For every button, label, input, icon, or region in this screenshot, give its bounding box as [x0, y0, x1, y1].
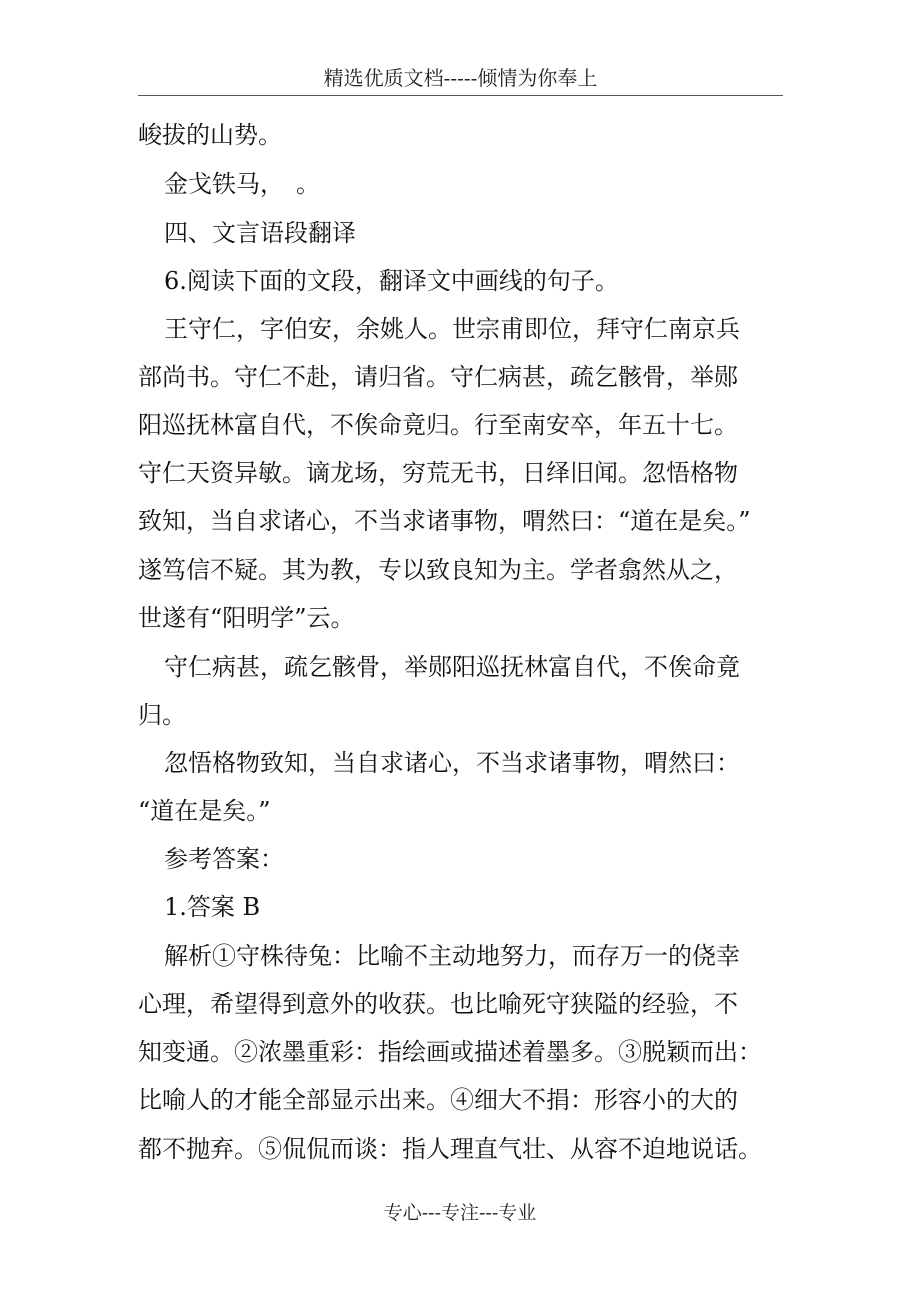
section-heading: 四、文言语段翻译 [164, 219, 356, 247]
explanation-line: 都不抛弃。⑤侃侃而谈：指人理直气壮、从容不迫地说话。 [138, 1135, 762, 1163]
answer-line: 1.答案 B [164, 893, 261, 921]
passage-line: 阳巡抚林富自代，不俟命竟归。行至南安卒，年五十七。 [138, 411, 738, 439]
passage-line: 部尚书。守仁不赴，请归省。守仁病甚，疏乞骸骨，举郧 [138, 363, 738, 391]
passage-line: 致知，当自求诸心，不当求诸事物，喟然曰：“道在是矣。” [138, 507, 751, 535]
question-prompt: 6.阅读下面的文段，翻译文中画线的句子。 [164, 267, 619, 295]
translation-sentence: 忽悟格物致知，当自求诸心，不当求诸事物，喟然曰： [164, 749, 740, 777]
page-header: 精选优质文档-----倾情为你奉上 [323, 66, 598, 90]
passage-line: 遂笃信不疑。其为教，专以致良知为主。学者翕然从之， [138, 556, 738, 584]
translation-sentence: 归。 [138, 701, 186, 729]
explanation-line: 解析①守株待兔：比喻不主动地努力，而存万一的侥幸 [164, 942, 740, 970]
explanation-line: 知变通。②浓墨重彩：指绘画或描述着墨多。③脱颖而出： [138, 1038, 762, 1066]
passage-line: 守仁天资异敏。谪龙场，穷荒无书，日绎旧闻。忽悟格物 [138, 459, 738, 487]
page-footer: 专心---专注---专业 [383, 1202, 537, 1224]
text-line: 金戈铁马， 。 [164, 170, 320, 198]
text-line: 峻拔的山势。 [138, 121, 282, 149]
passage-line: 世遂有“阳明学”云。 [138, 604, 355, 632]
explanation-line: 心理，希望得到意外的收获。也比喻死守狭隘的经验，不 [138, 990, 738, 1018]
explanation-line: 比喻人的才能全部显示出来。④细大不捐：形容小的大的 [138, 1086, 738, 1114]
header-divider [138, 95, 783, 96]
translation-sentence: 守仁病甚，疏乞骸骨，举郧阳巡抚林富自代，不俟命竟 [164, 653, 740, 681]
passage-line: 王守仁，字伯安，余姚人。世宗甫即位，拜守仁南京兵 [164, 315, 740, 343]
answers-heading: 参考答案： [164, 845, 284, 873]
translation-sentence: “道在是矣。” [138, 797, 271, 825]
